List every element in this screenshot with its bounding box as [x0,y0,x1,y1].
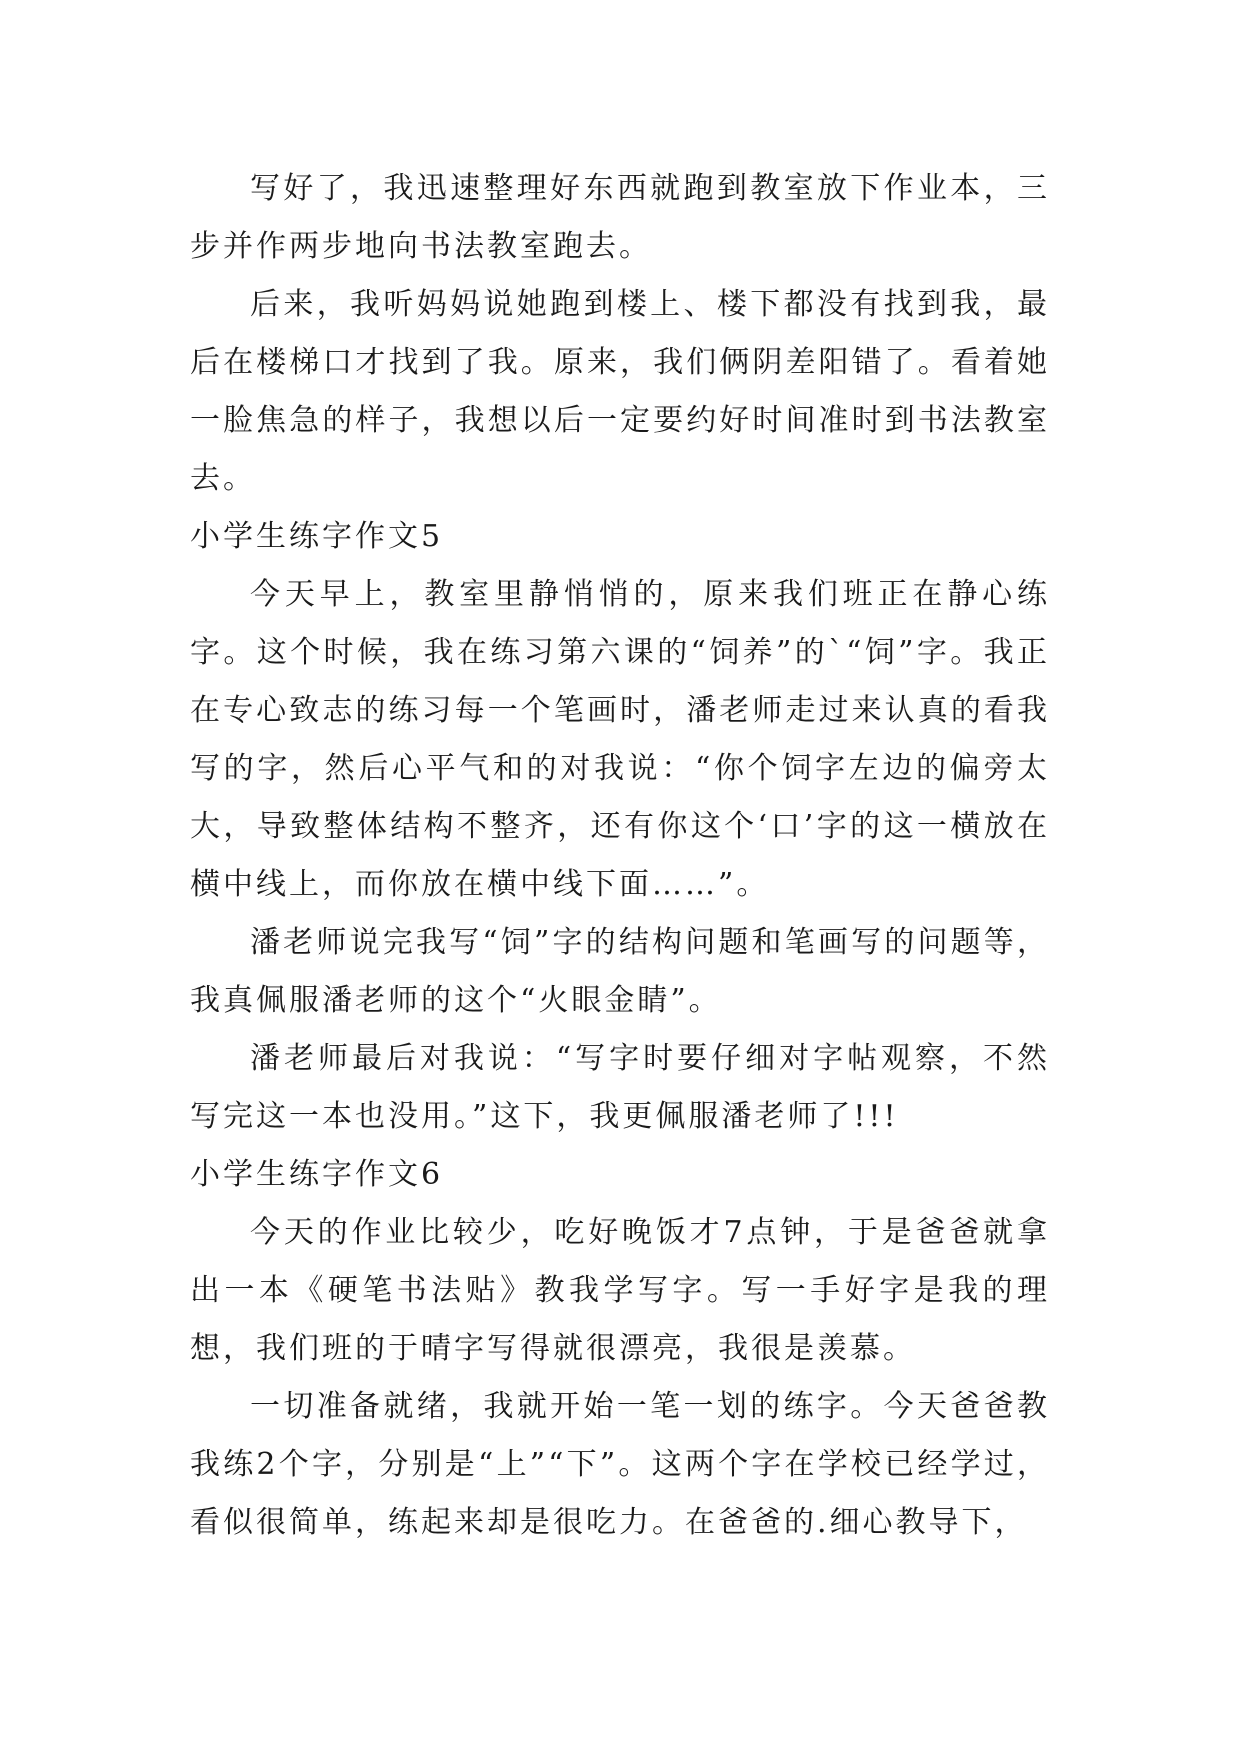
paragraph: 潘老师说完我写“饲”字的结构问题和笔画写的问题等，我真佩服潘老师的这个“火眼金睛”。 [190,925,1050,1018]
paragraph: 今天的作业比较少，吃好晚饭才7点钟，于是爸爸就拿出一本《硬笔书法贴》教我学写字。写一手好字是我的理想，我们班的于晴字写得就很漂亮，我很是羡慕。 [190,1215,1050,1366]
paragraph: 写好了，我迅速整理好东西就跑到教室放下作业本，三步并作两步地向书法教室跑去。 [190,171,1050,264]
paragraph: 今天早上，教室里静悄悄的，原来我们班正在静心练字。这个时候，我在练习第六课的“饲养”的`“饲”字。我正在专心致志的练习每一个笔画时，潘老师走过来认真的看我写的字，然后心平气和的对我说：“你个饲字左边的偏旁太大，导致整体结构不整齐，还有你这个‘口’字的这一横放在横中线上，而你放在横中线下面……”。 [190,577,1050,902]
paragraph: 一切准备就绪，我就开始一笔一划的练字。今天爸爸教我练2个字，分别是“上”“下”。这两个字在学校已经学过，看似很简单，练起来却是很吃力。在爸爸的.细心教导下， [190,1389,1050,1540]
section-heading: 小学生练字作文5 [190,519,444,554]
document-page [190,160,1050,1552]
section-heading: 小学生练字作文6 [190,1157,444,1192]
paragraph: 潘老师最后对我说：“写字时要仔细对字帖观察，不然写完这一本也没用。”这下，我更佩服潘老师了!!! [190,1041,1050,1134]
paragraph: 后来，我听妈妈说她跑到楼上、楼下都没有找到我，最后在楼梯口才找到了我。原来，我们俩阴差阳错了。看着她一脸焦急的样子，我想以后一定要约好时间准时到书法教室去。 [190,287,1050,496]
